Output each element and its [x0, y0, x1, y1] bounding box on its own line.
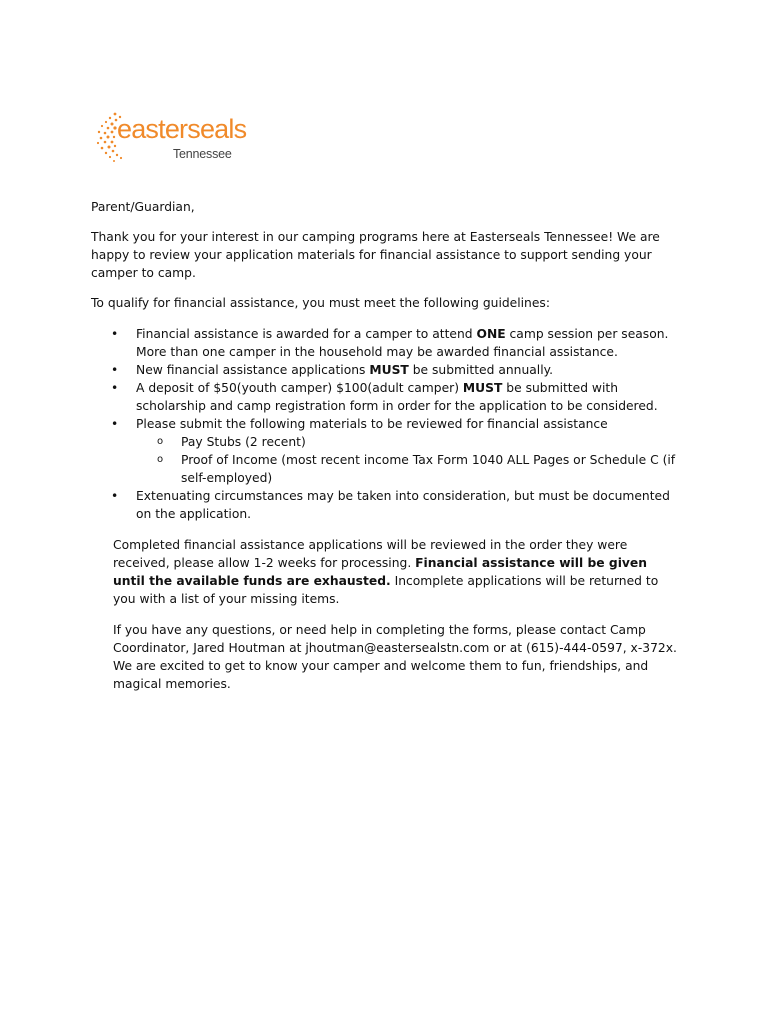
list-item-emphasis: MUST	[462, 381, 503, 395]
list-item-text: be submitted with scholarship and camp registration form in order for the application to be considered.	[136, 381, 658, 413]
completed-emphasis: Financial assistance will be given until the available funds are exhausted.	[113, 556, 648, 588]
sublist-item	[91, 451, 676, 487]
completed-text-end: Incomplete applications will be returned to you with a list of your missing items.	[113, 574, 659, 606]
sublist-item-text: Proof of Income (most recent income Tax Form 1040 ALL Pages or Schedule C (if self-employed)	[181, 453, 676, 485]
list-item	[91, 415, 681, 487]
completed-text: Completed financial assistance applications will be reviewed in the order they were received, please allow 1-2 weeks for processing.	[113, 538, 628, 570]
logo-wordmark: easterseals	[117, 114, 247, 144]
list-item	[91, 361, 681, 379]
list-item	[91, 487, 681, 523]
salutation: Parent/Guardian,	[91, 200, 195, 214]
list-item-text: Financial assistance is awarded for a camper to attend	[136, 327, 477, 341]
list-item-text: New financial assistance applications	[136, 363, 370, 377]
easterseals-logo	[96, 110, 246, 170]
bullet-icon: •	[111, 489, 119, 503]
intro-paragraph: Thank you for your interest in our camping programs here at Easterseals Tennessee! We are happy to review your application materials for financial assistance to support sending your camper to camp.	[91, 230, 660, 280]
list-item-text: be submitted annually.	[408, 363, 554, 377]
list-item-text: A deposit of $50(youth camper) $100(adult camper)	[136, 381, 463, 395]
materials-sublist	[91, 433, 681, 487]
guidelines-intro: To qualify for financial assistance, you must meet the following guidelines:	[91, 296, 550, 310]
logo-subtitle: Tennessee	[173, 147, 232, 161]
bullet-icon: •	[111, 381, 119, 395]
bullet-icon: •	[111, 327, 119, 341]
list-item-text: Extenuating circumstances may be taken into consideration, but must be documented on the application.	[136, 489, 670, 521]
list-item-emphasis: MUST	[369, 363, 409, 377]
list-item	[91, 325, 681, 361]
sublist-item	[91, 433, 646, 451]
contact-paragraph: If you have any questions, or need help in completing the forms, please contact Camp Coordinator, Jared Houtman at jhoutman@eastersealstn.com or at (615)-444-0597, x-372x. We are excited to get to know your camper and welcome them to fun, friendships, and magical memories.	[113, 623, 677, 691]
completed-paragraph	[113, 536, 678, 608]
list-item	[91, 379, 681, 415]
hollow-bullet-icon: o	[157, 436, 164, 447]
bullet-icon: •	[111, 363, 119, 377]
hollow-bullet-icon: o	[157, 454, 164, 465]
letter-body	[91, 198, 691, 693]
list-item-text: camp session per season. More than one camper in the household may be awarded financial assistance.	[136, 327, 669, 359]
list-item-text: Please submit the following materials to be reviewed for financial assistance	[136, 417, 608, 431]
list-item-emphasis: ONE	[476, 327, 506, 341]
sublist-item-text: Pay Stubs (2 recent)	[181, 435, 306, 449]
guidelines-list	[91, 325, 691, 523]
bullet-icon: •	[111, 417, 119, 431]
